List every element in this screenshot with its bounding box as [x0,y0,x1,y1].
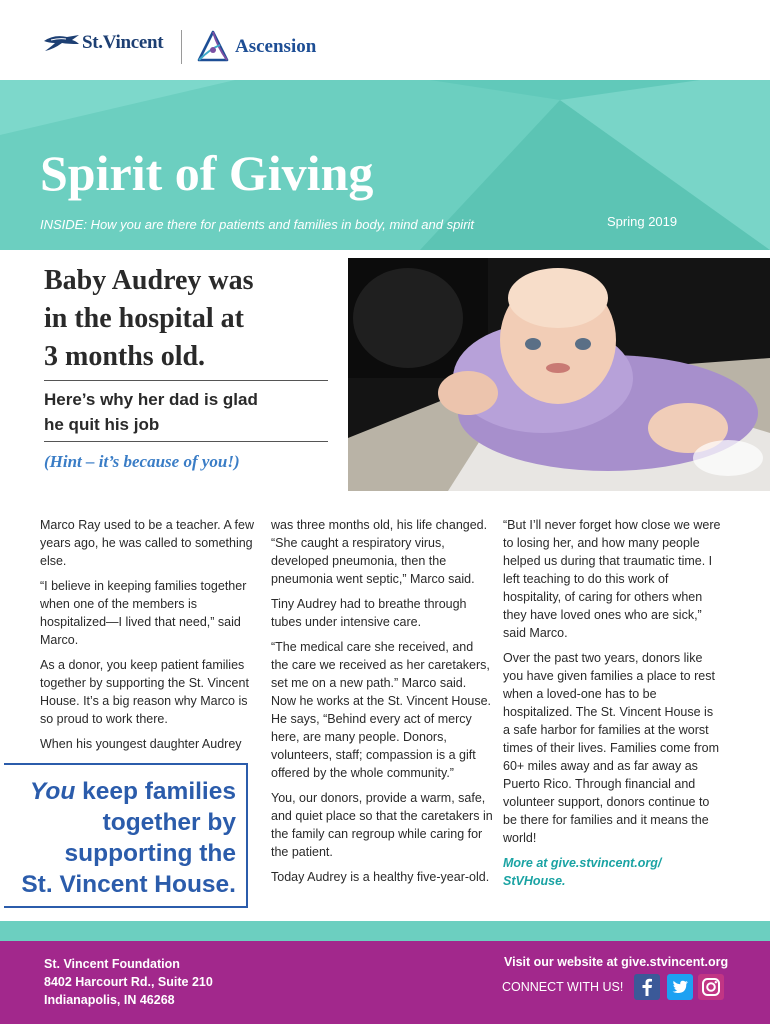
article-column-3 [503,516,723,897]
paragraph: “The medical care she received, and the care we received as her caretakers, set me on a new path.” Marco said. Now he works at the St. Vincent House. He says, “Behind every act of mercy here, are many people. Donors, volunteers, staff; compassion is a gift offered by the whole community.” [271,640,492,780]
paragraph: Tiny Audrey had to breathe through tubes under intensive care. [271,597,467,629]
issue-season: Spring 2019 [607,214,678,229]
paragraph: Over the past two years, donors like you have given families a place to rest when a loved-one has to be hospitalized. The St. Vincent House is a safe harbor for families at the worst times of their lives. Families come from 60+ miles away and as far away as Puerto Rico. Through financial and volunteer support, donors continue to be there for families and it means the world! [503,651,720,845]
newsletter-title: Spirit of Giving [40,145,374,201]
quote-line: keep families [75,778,236,805]
headline-line: 3 months old. [44,341,206,372]
address-line: Indianapolis, IN 46268 [44,993,175,1007]
address-line: 8402 Harcourt Rd., Suite 210 [44,975,213,989]
inside-tagline: INSIDE: How you are there for patients and families in body, mind and spirit [40,217,475,232]
article-column-1 [40,516,264,760]
twitter-icon[interactable] [667,974,693,1000]
stvincent-wordmark: St.Vincent [82,32,164,53]
rule-top [44,380,328,381]
quote-line: supporting the [64,840,236,867]
instagram-icon[interactable] [698,974,724,1000]
logo-divider [181,30,182,64]
quote-line: St. Vincent House. [21,871,236,898]
connect-label: CONNECT WITH US! [502,980,624,994]
stvincent-logo [42,32,163,54]
logo-bar [0,0,770,80]
baby-photo [348,258,770,491]
footer [0,941,770,1024]
subhead-line: Here’s why her dad is glad [44,390,258,409]
pull-quote [4,763,248,908]
quote-emphasis: You [29,778,76,805]
paragraph: “I believe in keeping families together when one of the members is hospitalized—I lived that need,” said Marco. [40,579,247,647]
baby-photo-illustration [348,258,770,491]
paragraph: was three months old, his life changed. “She caught a respiratory virus, developed pneumonia, then the pneumonia went septic,” Marco said. [271,518,488,586]
feature-headline [44,262,329,376]
headline-line: Baby Audrey was [44,265,254,296]
paragraph: When his youngest daughter Audrey [40,737,242,751]
title-banner [0,80,770,250]
paragraph: You, our donors, provide a warm, safe, and quiet place so that the caretakers in the family can regroup while caring for the patient. [271,791,493,859]
ascension-symbol-icon [196,30,230,64]
foundation-address [44,955,213,1009]
ascension-logo [196,30,316,64]
headline-line: in the hospital at [44,303,244,334]
ascension-wordmark: Ascension [235,36,317,57]
hint-text: (Hint – it’s because of you!) [44,452,240,471]
footer-stripe [0,921,770,941]
quote-line: together by [102,809,236,836]
article-column-2 [271,516,493,893]
facebook-icon[interactable] [634,974,660,1000]
org-name: St. Vincent Foundation [44,957,180,971]
rule-bottom [44,441,328,442]
website-link[interactable]: Visit our website at give.stvincent.org [504,955,729,969]
feature-subhead [44,387,324,437]
paragraph: As a donor, you keep patient families together by supporting the St. Vincent House. It’s a big reason why Marco is so proud to work there. [40,658,249,726]
dove-icon [42,32,80,54]
paragraph: Today Audrey is a healthy five-year-old. [271,870,490,884]
subhead-line: he quit his job [44,415,160,434]
paragraph: “But I’ll never forget how close we were to losing her, and how many people helped us during that traumatic time. I left teaching to do this work of hospitality, of caring for others when they have loved ones who are sick,” said Marco. [503,518,721,640]
more-link[interactable]: More at give.stvincent.org/ StVHouse. [503,856,662,888]
paragraph: Marco Ray used to be a teacher. A few years ago, he was called to something else. [40,518,255,568]
